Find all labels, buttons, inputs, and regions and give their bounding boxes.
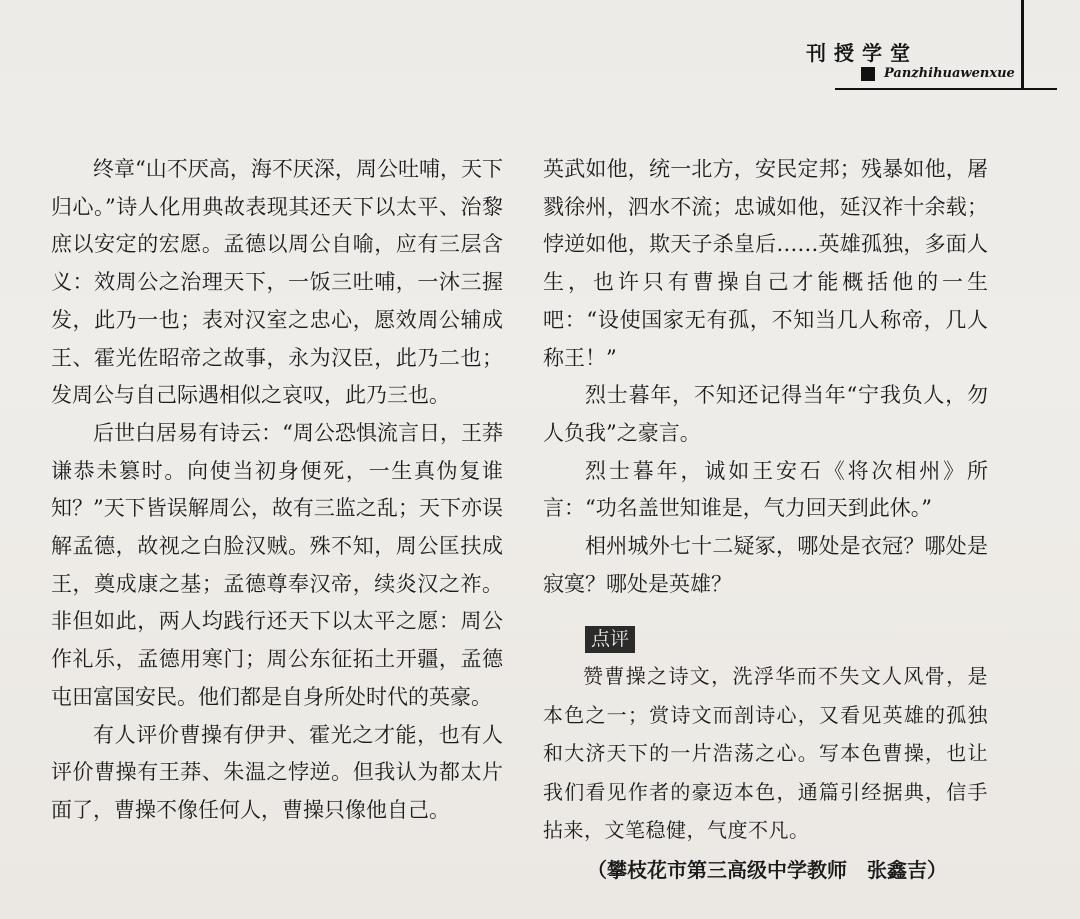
header-rule — [835, 88, 1057, 90]
review-label: 点评 — [585, 626, 635, 653]
square-icon — [861, 67, 875, 81]
paragraph: 相州城外七十二疑冢，哪处是衣冠？哪处是寂寞？哪处是英雄？ — [543, 534, 988, 596]
paragraph: 终章“山不厌高，海不厌深，周公吐哺，天下归心。”诗人化用典故表现其还天下以太平、治黎庶以安定的宏愿。孟德以周公自喻，应有三层含义：效周公之治理天下，一饭三吐哺，一沐三握发，此乃一也；表对汉室之忠心，愿效周公辅成王、霍光佐昭帝之故事，永为汉臣，此乃二也；发周公与自己际遇相似之哀叹，此乃三也。 — [51, 157, 503, 408]
review-text: 赞曹操之诗文，洗浮华而不失文人风骨，是本色之一；赏诗文而剖诗心，又看见英雄的孤独和大济天下的一片浩荡之心。写本色曹操，也让我们看见作者的豪迈本色，通篇引经据典，信手拈来，文笔稳健，气度不凡。 — [543, 664, 988, 843]
paragraph: 后世白居易有诗云：“周公恐惧流言日，王莽谦恭未篡时。向使当初身便死，一生真伪复谁知？”天下皆误解周公，故有三监之乱；天下亦误解孟德，故视之白脸汉贼。殊不知，周公匡扶成王，奠成康之基；孟德尊奉汉帝，续炎汉之祚。非但如此，两人均践行还天下以太平之愿：周公作礼乐，孟德用寒门；周公东征拓土开疆，孟德屯田富国安民。他们都是自身所处时代的英豪。 — [51, 420, 503, 709]
section-title: 刊授学堂 — [806, 41, 918, 65]
right-column — [543, 151, 988, 603]
review-block — [543, 626, 988, 883]
header-subtitle: Panzhihuawenxue — [884, 66, 1015, 81]
review-credit: （攀枝花市第三高级中学教师 张鑫吉） — [587, 857, 947, 882]
paragraph: 烈士暮年，不知还记得当年“宁我负人，勿人负我”之豪言。 — [543, 383, 988, 445]
paragraph: 英武如他，统一北方，安民定邦；残暴如他，屠戮徐州，泗水不流；忠诚如他，延汉祚十余载；悖逆如他，欺天子杀皇后……英雄孤独，多面人生，也许只有曹操自己才能概括他的一生吧：“设使国家无有孤，不知当几人称帝，几人称王！” — [543, 157, 988, 370]
paragraph: 有人评价曹操有伊尹、霍光之才能，也有人评价曹操有王莽、朱温之悖逆。但我认为都太片面了，曹操不像任何人，曹操只像他自己。 — [51, 722, 503, 822]
header-corner-rule — [1021, 0, 1080, 90]
left-column — [51, 151, 503, 830]
paragraph: 烈士暮年，诚如王安石《将次相州》所言：“功名盖世知谁是，气力回天到此休。” — [543, 458, 988, 521]
